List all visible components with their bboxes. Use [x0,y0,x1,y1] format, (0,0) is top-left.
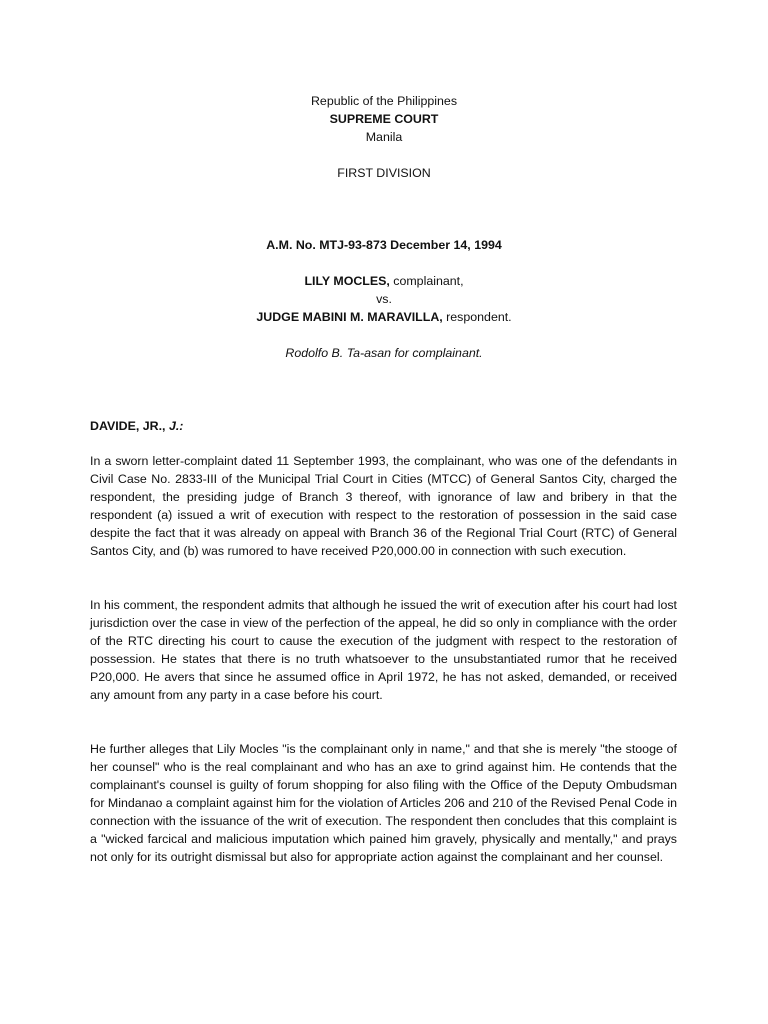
versus-line: vs. [376,292,392,306]
header-city: Manila [365,130,403,144]
complainant-line [0,272,768,290]
complainant-name: LILY MOCLES, [304,274,390,288]
case-number: A.M. No. MTJ-93-873 December 14, 1994 [266,238,502,252]
author-name: DAVIDE, JR., [90,419,169,433]
paragraph-3: He further alleges that Lily Mocles "is the complainant only in name," and that she is merely "the stooge of her counsel" who is the real complainant and who has an axe to grind against him. He contends that the complainant's counsel is guilty of forum shopping for also filing with the Office of the Deputy Ombudsman for Mindanao a complaint against him for the violation of Articles 206 and 210 of the Revised Penal Code in connection with the issuance of the writ of execution. The respondent then concludes that this complaint is a "wicked farcical and malicious imputation which pained him gravely, physically and mentally," and prays not only for its outright dismissal but also for appropriate action against the complainant and her counsel. [90,742,677,864]
author-title: J.: [168,419,184,433]
counsel-line: Rodolfo B. Ta-asan for complainant. [285,346,483,360]
respondent-role: respondent. [442,310,512,324]
paragraph-2: In his comment, the respondent admits that although he issued the writ of execution after his court had lost jurisdiction over the case in view of the perfection of the appeal, he did so only in compliance with the order of the RTC directing his court to cause the execution of the judgment with respect to the restoration of possession. He states that there is no truth whatsoever to the unsubstantiated rumor that he received P20,000. He avers that since he assumed office in April 1972, he has not asked, demanded, or received any amount from any party in a case before his court. [90,598,677,702]
opinion-author [90,417,183,435]
header-republic: Republic of the Philippines [310,94,458,108]
paragraph-1: In a sworn letter-complaint dated 11 September 1993, the complainant, who was one of the defendants in Civil Case No. 2833-III of the Municipal Trial Court in Cities (MTCC) of General Santos City, charged the respondent, the presiding judge of Branch 3 thereof, with ignorance of law and bribery in that the respondent (a) issued a writ of execution with respect to the restoration of possession in the said case despite the fact that it was already on appeal with Branch 36 of the Regional Trial Court (RTC) of General Santos City, and (b) was rumored to have received P20,000.00 in connection with such execution. [90,454,677,558]
complainant-role: complainant, [389,274,464,288]
header-court: SUPREME COURT [329,112,439,126]
respondent-name: JUDGE MABINI M. MARAVILLA, [256,310,443,324]
respondent-line [0,308,768,326]
header-division: FIRST DIVISION [337,166,431,180]
